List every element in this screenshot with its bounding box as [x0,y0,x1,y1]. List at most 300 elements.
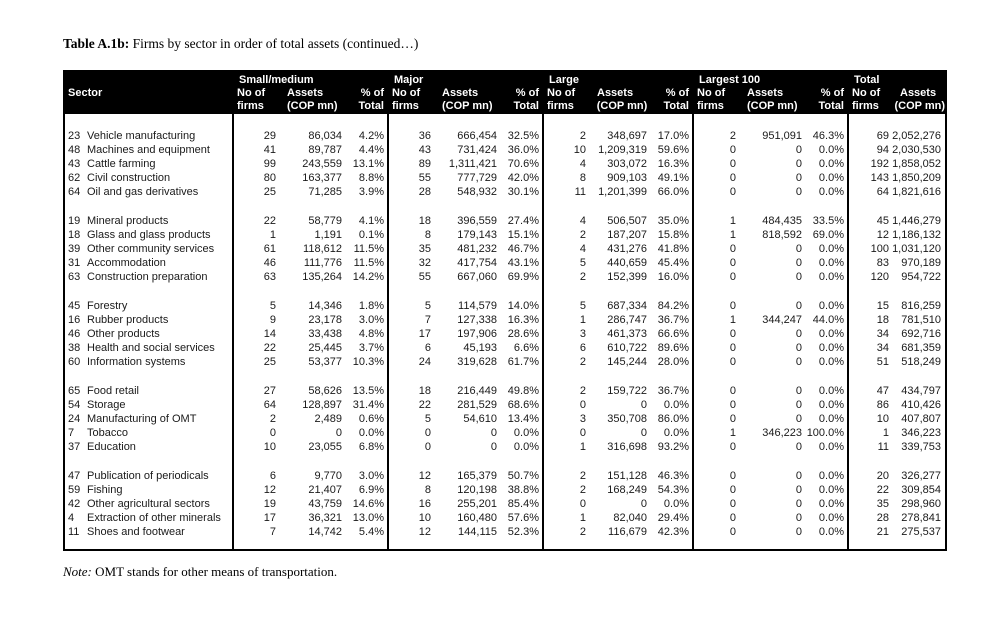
spacer-cell [847,199,945,214]
spacer-cell [387,284,542,299]
no-of-firms: 19 [263,498,276,510]
group-cells-l100 [692,313,847,327]
no-of-firms: 2 [579,385,586,397]
sector-cell [65,256,232,270]
assets-cop-mn: 281,529 [457,399,497,411]
pct-of-total: 84.2% [657,300,689,312]
assets-cop-mn: 687,334 [607,300,647,312]
sector-name: Tobacco [87,427,128,439]
pct-of-total: 38.8% [507,484,539,496]
no-of-firms: 1 [729,229,736,241]
table-note [63,564,337,580]
no-of-firms: 0 [729,271,736,283]
assets-cop-mn: 461,373 [607,328,647,340]
no-of-firms: 10 [876,413,889,425]
sector-name: Food retail [87,385,139,397]
spacer-cell [232,539,387,549]
sector-code: 54 [68,399,81,411]
group-cells-sm [232,341,387,355]
pct-of-total: 0.0% [818,342,844,354]
group-cells-tot [847,483,945,497]
assets-cop-mn: 278,841 [901,512,941,524]
group-cells-sm [232,412,387,426]
pct-of-total: 49.8% [507,385,539,397]
header-line-sub1 [65,87,945,100]
spacer-row [65,284,945,299]
sector-name: Construction preparation [87,271,208,283]
pct-of-total: 0.0% [818,243,844,255]
pct-of-total: 100.0% [806,427,844,439]
spacer-cell [232,454,387,469]
pct-of-total: 6.6% [513,342,539,354]
group-cells-sm [232,469,387,483]
assets-cop-mn: 303,072 [607,158,647,170]
column-subheader: (COP mn) [596,100,648,112]
no-of-firms: 0 [729,144,736,156]
group-cells-lg [542,256,692,270]
table-row [65,270,945,284]
assets-cop-mn: 25,445 [308,342,342,354]
table-row [65,511,945,525]
spacer-cell [542,369,692,384]
no-of-firms: 27 [263,385,276,397]
pct-of-total: 31.4% [352,399,384,411]
no-of-firms: 47 [876,385,889,397]
group-cells-sm [232,426,387,440]
group-cells-sm [232,129,387,143]
group-cells-tot [847,440,945,454]
no-of-firms: 15 [876,300,889,312]
group-cells-l100 [692,270,847,284]
no-of-firms: 5 [579,257,586,269]
header-group-label-mj [387,74,542,87]
pct-of-total: 33.5% [812,215,844,227]
group-cells-mj [387,214,542,228]
assets-cop-mn: 159,722 [607,385,647,397]
group-cells-tot [847,511,945,525]
sector-cell [65,299,232,313]
pct-of-total: 0.0% [358,427,384,439]
assets-cop-mn: 410,426 [901,399,941,411]
group-cells-mj [387,398,542,412]
group-cells-mj [387,242,542,256]
pct-of-total: 8.8% [358,172,384,184]
header-group-sub2-lg [542,100,692,113]
assets-cop-mn: 1,446,279 [892,215,941,227]
pct-of-total: 4.2% [358,130,384,142]
no-of-firms: 2 [579,484,586,496]
assets-cop-mn: 346,223 [901,427,941,439]
group-cells-lg [542,313,692,327]
no-of-firms: 17 [263,512,276,524]
header-group-sub1-mj [387,87,542,100]
assets-cop-mn: 0 [795,356,802,368]
assets-cop-mn: 0 [795,300,802,312]
group-cells-tot [847,256,945,270]
group-cells-sm [232,440,387,454]
assets-cop-mn: 0 [795,186,802,198]
table-title [63,36,418,52]
no-of-firms: 86 [876,399,889,411]
sector-code: 4 [68,512,75,524]
group-cells-lg [542,185,692,199]
column-subheader: Assets [747,87,784,99]
assets-cop-mn: 0 [640,498,647,510]
pct-of-total: 43.1% [507,257,539,269]
assets-cop-mn: 43,759 [308,498,342,510]
sector-cell [65,497,232,511]
assets-cop-mn: 0 [640,399,647,411]
assets-cop-mn: 21,407 [308,484,342,496]
assets-cop-mn: 165,379 [457,470,497,482]
group-cells-mj [387,256,542,270]
sector-name: Machines and equipment [87,144,210,156]
assets-cop-mn: 0 [795,385,802,397]
pct-of-total: 0.0% [513,441,539,453]
assets-cop-mn: 1,821,616 [892,186,941,198]
assets-cop-mn: 0 [795,257,802,269]
no-of-firms: 14 [263,328,276,340]
group-cells-lg [542,171,692,185]
assets-cop-mn: 309,854 [901,484,941,496]
assets-cop-mn: 666,454 [457,130,497,142]
no-of-firms: 0 [729,300,736,312]
column-subheader: Assets [900,87,937,99]
group-cells-lg [542,341,692,355]
spacer-row [65,199,945,214]
assets-cop-mn: 152,399 [607,271,647,283]
assets-cop-mn: 179,143 [457,229,497,241]
group-cells-tot [847,214,945,228]
group-cells-sm [232,143,387,157]
group-cells-sm [232,157,387,171]
no-of-firms: 3 [579,413,586,425]
pct-of-total: 28.6% [507,328,539,340]
spacer-cell [387,369,542,384]
no-of-firms: 1 [579,314,586,326]
group-cells-mj [387,185,542,199]
sector-code: 46 [68,328,81,340]
no-of-firms: 0 [729,385,736,397]
assets-cop-mn: 23,055 [308,441,342,453]
column-subheader: Total [818,100,844,112]
table-row [65,398,945,412]
assets-cop-mn: 350,708 [607,413,647,425]
column-subheader: (COP mn) [747,100,798,112]
group-cells-sm [232,483,387,497]
no-of-firms: 64 [876,186,889,198]
no-of-firms: 100 [870,243,889,255]
no-of-firms: 1 [729,427,736,439]
table-row [65,412,945,426]
group-cells-l100 [692,412,847,426]
no-of-firms: 0 [579,399,586,411]
table-body [65,114,945,549]
group-cells-tot [847,185,945,199]
group-cells-sm [232,511,387,525]
no-of-firms: 63 [263,271,276,283]
pct-of-total: 27.4% [507,215,539,227]
pct-of-total: 14.2% [352,271,384,283]
assets-cop-mn: 1,209,319 [598,144,647,156]
no-of-firms: 2 [579,470,586,482]
group-cells-sm [232,327,387,341]
assets-cop-mn: 0 [795,243,802,255]
assets-cop-mn: 82,040 [613,512,647,524]
no-of-firms: 34 [876,328,889,340]
assets-cop-mn: 114,579 [458,300,497,312]
assets-cop-mn: 145,244 [607,356,647,368]
sector-name: Accommodation [87,257,166,269]
no-of-firms: 2 [729,130,736,142]
group-cells-tot [847,341,945,355]
sector-cell [65,483,232,497]
no-of-firms: 22 [876,484,889,496]
no-of-firms: 6 [269,470,276,482]
assets-cop-mn: 692,716 [901,328,941,340]
pct-of-total: 28.0% [657,356,689,368]
sector-name: Fishing [87,484,123,496]
pct-of-total: 29.4% [657,512,689,524]
pct-of-total: 4.1% [358,215,384,227]
table-row [65,525,945,539]
sector-name: Mineral products [87,215,169,227]
assets-cop-mn: 168,249 [607,484,647,496]
sector-name: Rubber products [87,314,169,326]
column-subheader: % of [820,87,844,99]
group-cells-lg [542,214,692,228]
no-of-firms: 0 [729,470,736,482]
table-row [65,327,945,341]
column-subheader: No of [852,87,881,99]
no-of-firms: 61 [263,243,276,255]
spacer-cell [65,199,232,214]
no-of-firms: 2 [579,526,586,538]
group-cells-l100 [692,214,847,228]
assets-cop-mn: 954,722 [901,271,941,283]
pct-of-total: 35.0% [657,215,689,227]
spacer-cell [847,284,945,299]
column-subheader: Assets [442,87,479,99]
group-cells-l100 [692,157,847,171]
sector-cell [65,185,232,199]
table-row [65,129,945,143]
group-cells-lg [542,483,692,497]
no-of-firms: 12 [418,526,431,538]
group-cells-l100 [692,228,847,242]
group-cells-tot [847,497,945,511]
assets-cop-mn: 255,201 [457,498,497,510]
assets-cop-mn: 0 [795,172,802,184]
no-of-firms: 0 [729,186,736,198]
column-subheader: No of [697,87,726,99]
no-of-firms: 80 [263,172,276,184]
column-subheader: firms [697,100,724,112]
spacer-cell [847,539,945,549]
assets-cop-mn: 0 [490,441,497,453]
sector-cell [65,355,232,369]
no-of-firms: 2 [579,130,586,142]
assets-cop-mn: 298,960 [901,498,941,510]
assets-cop-mn: 481,232 [457,243,497,255]
no-of-firms: 22 [263,215,276,227]
sector-cell [65,511,232,525]
pct-of-total: 6.8% [358,441,384,453]
group-cells-mj [387,384,542,398]
no-of-firms: 36 [418,130,431,142]
table-row [65,299,945,313]
assets-cop-mn: 951,091 [762,130,802,142]
column-subheader: No of [237,87,266,99]
no-of-firms: 12 [418,470,431,482]
note-label: Note: [63,564,92,579]
pct-of-total: 52.3% [507,526,539,538]
group-cells-sm [232,228,387,242]
sector-cell [65,171,232,185]
pct-of-total: 0.0% [818,271,844,283]
pct-of-total: 0.1% [358,229,384,241]
assets-cop-mn: 53,377 [308,356,342,368]
pct-of-total: 11.5% [353,257,384,269]
assets-cop-mn: 0 [795,413,802,425]
header-group-sub2-l100 [692,100,847,113]
no-of-firms: 21 [876,526,889,538]
group-cells-lg [542,497,692,511]
pct-of-total: 0.0% [818,186,844,198]
assets-cop-mn: 548,932 [457,186,497,198]
spacer-cell [542,454,692,469]
assets-cop-mn: 346,223 [762,427,802,439]
pct-of-total: 13.0% [352,512,384,524]
sector-name: Publication of periodicals [87,470,209,482]
sector-name: Extraction of other minerals [87,512,221,524]
no-of-firms: 0 [579,427,586,439]
assets-cop-mn: 0 [795,144,802,156]
no-of-firms: 64 [263,399,276,411]
pct-of-total: 68.6% [507,399,539,411]
pct-of-total: 50.7% [507,470,539,482]
assets-cop-mn: 71,285 [308,186,342,198]
pct-of-total: 30.1% [507,186,539,198]
pct-of-total: 0.0% [818,512,844,524]
assets-cop-mn: 506,507 [607,215,647,227]
no-of-firms: 2 [579,271,586,283]
header-group-label-tot [847,74,945,87]
no-of-firms: 5 [424,413,431,425]
no-of-firms: 17 [418,328,431,340]
assets-cop-mn: 319,628 [457,356,497,368]
no-of-firms: 0 [729,498,736,510]
spacer-cell [542,199,692,214]
column-subheader: % of [360,87,384,99]
pct-of-total: 5.4% [358,526,384,538]
sector-cell [65,313,232,327]
assets-cop-mn: 2,052,276 [892,130,941,142]
no-of-firms: 46 [263,257,276,269]
no-of-firms: 0 [729,441,736,453]
spacer-cell [65,114,232,129]
sector-cell [65,384,232,398]
group-cells-mj [387,299,542,313]
spacer-cell [65,369,232,384]
spacer-cell [65,454,232,469]
group-cells-tot [847,157,945,171]
group-cells-l100 [692,398,847,412]
group-cells-l100 [692,497,847,511]
pct-of-total: 0.0% [818,399,844,411]
spacer-cell [692,539,847,549]
sector-code: 38 [68,342,81,354]
no-of-firms: 0 [729,172,736,184]
assets-cop-mn: 14,346 [308,300,342,312]
spacer-row [65,454,945,469]
sector-code: 65 [68,385,81,397]
assets-cop-mn: 0 [640,427,647,439]
assets-cop-mn: 116,679 [608,526,647,538]
pct-of-total: 32.5% [507,130,539,142]
column-subheader: firms [392,100,419,112]
no-of-firms: 22 [263,342,276,354]
assets-cop-mn: 286,747 [607,314,647,326]
group-cells-tot [847,327,945,341]
pct-of-total: 0.0% [818,257,844,269]
column-subheader: firms [237,100,264,112]
table-row [65,440,945,454]
no-of-firms: 51 [876,356,889,368]
sector-cell [65,270,232,284]
assets-cop-mn: 396,559 [457,215,497,227]
spacer-cell [692,199,847,214]
column-subheader: (COP mn) [442,100,493,112]
spacer-cell [692,369,847,384]
pct-of-total: 69.0% [812,229,844,241]
header-group-label-lg [542,74,692,87]
sector-name: Shoes and footwear [87,526,185,538]
no-of-firms: 6 [579,342,586,354]
sector-name: Oil and gas derivatives [87,186,199,198]
assets-cop-mn: 111,776 [303,257,342,269]
assets-cop-mn: 144,115 [458,526,497,538]
no-of-firms: 4 [579,215,586,227]
column-subheader: % of [665,87,689,99]
table-row [65,469,945,483]
no-of-firms: 45 [876,215,889,227]
table-header [65,70,945,114]
no-of-firms: 0 [729,526,736,538]
no-of-firms: 11 [574,186,586,198]
group-cells-tot [847,129,945,143]
assets-cop-mn: 0 [795,328,802,340]
sector-code: 23 [68,130,81,142]
header-line-groups [65,74,945,87]
pct-of-total: 17.0% [657,130,689,142]
group-cells-mj [387,426,542,440]
assets-cop-mn: 197,906 [457,328,497,340]
table-title-label: Table A.1b: [63,36,130,51]
pct-of-total: 46.3% [657,470,689,482]
pct-of-total: 3.0% [358,470,384,482]
no-of-firms: 18 [876,314,889,326]
assets-cop-mn: 9,770 [314,470,342,482]
header-group-sub1-tot [847,87,945,100]
column-subheader: % of [515,87,539,99]
group-cells-lg [542,384,692,398]
no-of-firms: 0 [269,427,276,439]
pct-of-total: 59.6% [657,144,689,156]
pct-of-total: 13.4% [507,413,539,425]
pct-of-total: 0.0% [513,427,539,439]
assets-cop-mn: 667,060 [457,271,497,283]
